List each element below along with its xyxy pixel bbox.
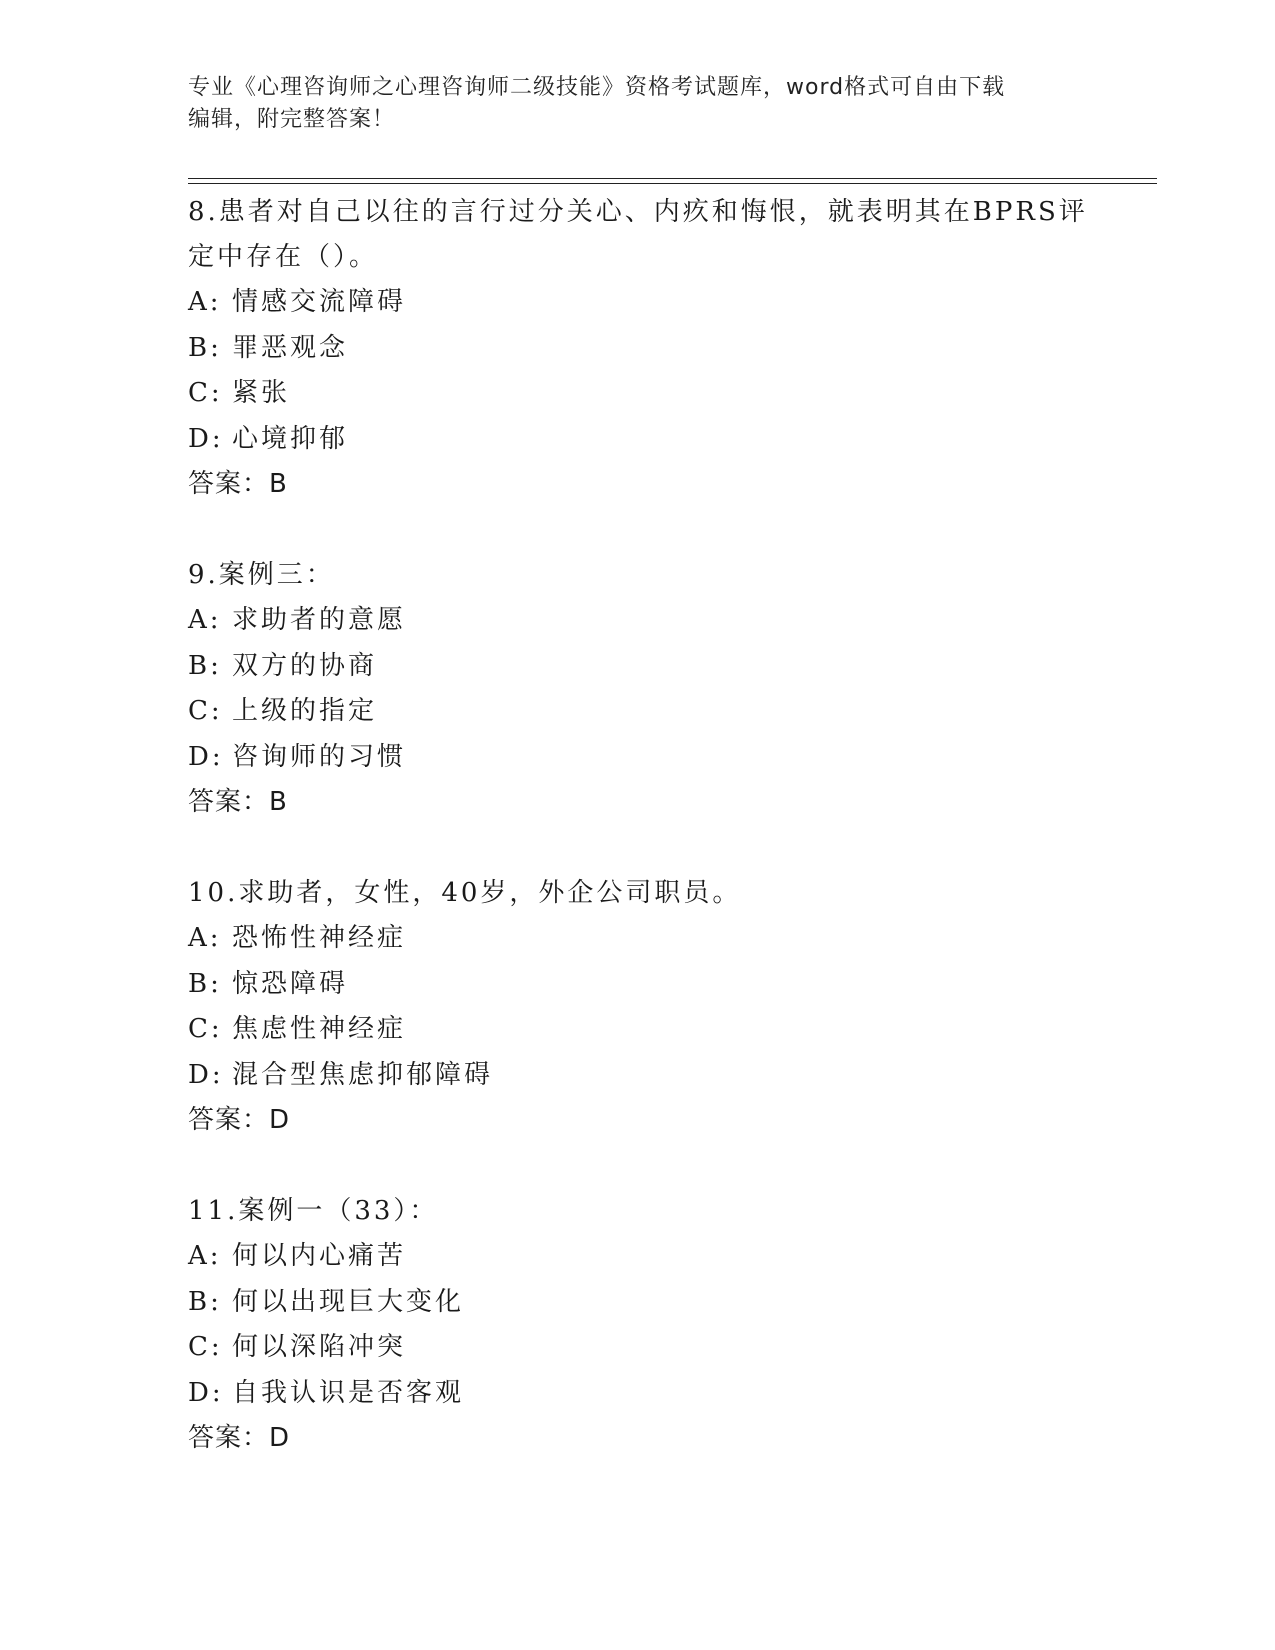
option-letter: A: — [188, 1241, 222, 1271]
question-stem: 10.求助者，女性，40岁，外企公司职员。 — [188, 878, 742, 908]
answer-line: 答案：D — [188, 1423, 291, 1453]
option-c — [188, 1007, 1088, 1053]
option-text: 混合型焦虑抑郁障碍 — [232, 1059, 494, 1090]
option-letter: B: — [188, 332, 222, 363]
option-letter: A: — [188, 287, 222, 317]
option-c — [188, 689, 1088, 735]
header-divider-top — [188, 178, 1157, 179]
document-header — [188, 72, 1068, 136]
option-text: 情感交流障碍 — [232, 287, 407, 317]
option-text: 焦虑性神经症 — [232, 1014, 407, 1044]
option-a — [188, 598, 1088, 644]
option-text: 求助者的意愿 — [232, 605, 407, 635]
option-text: 何以出现巨大变化 — [232, 1286, 465, 1317]
option-letter: B: — [188, 968, 222, 999]
option-c — [188, 371, 1088, 417]
option-text: 紧张 — [232, 378, 291, 408]
option-c — [188, 1325, 1088, 1371]
option-text: 恐怖性神经症 — [232, 923, 407, 953]
option-letter: A: — [188, 605, 222, 635]
option-text: 心境抑郁 — [232, 423, 349, 454]
option-letter: C: — [188, 378, 223, 408]
question-stem: 9.案例三： — [188, 560, 335, 590]
option-text: 何以内心痛苦 — [232, 1241, 407, 1271]
question-stem-continued: 定中存在（）。 — [188, 242, 379, 272]
option-text: 咨询师的习惯 — [232, 741, 407, 772]
answer-line: 答案：B — [188, 787, 288, 817]
option-letter: B: — [188, 1286, 222, 1317]
option-text: 自我认识是否客观 — [232, 1377, 465, 1408]
question-list — [188, 190, 1088, 1507]
answer-line: 答案：B — [188, 469, 288, 499]
option-letter: C: — [188, 1332, 223, 1362]
option-a — [188, 916, 1088, 962]
option-a — [188, 280, 1088, 326]
option-d — [188, 1371, 1088, 1417]
header-divider-bottom — [188, 183, 1157, 184]
option-d — [188, 1053, 1088, 1099]
option-letter: D: — [188, 423, 224, 454]
option-text: 罪恶观念 — [232, 332, 349, 363]
option-text: 何以深陷冲突 — [232, 1332, 407, 1362]
header-line-2: 编辑，附完整答案！ — [188, 107, 396, 132]
option-d — [188, 417, 1088, 463]
question-stem: 11.案例一（33）： — [188, 1196, 439, 1226]
answer-line: 答案：D — [188, 1105, 291, 1135]
question-9 — [188, 553, 1088, 825]
option-d — [188, 735, 1088, 781]
question-8 — [188, 190, 1088, 507]
option-letter: D: — [188, 1377, 224, 1408]
option-letter: C: — [188, 696, 223, 726]
question-11 — [188, 1189, 1088, 1461]
option-letter: A: — [188, 923, 222, 953]
option-b — [188, 1280, 1088, 1326]
option-text: 上级的指定 — [232, 696, 378, 726]
option-text: 惊恐障碍 — [232, 968, 349, 999]
option-b — [188, 962, 1088, 1008]
question-10 — [188, 871, 1088, 1143]
option-letter: D: — [188, 741, 224, 772]
question-stem: 8.患者对自己以往的言行过分关心、内疚和悔恨，就表明其在BPRS评 — [188, 197, 1088, 227]
option-letter: D: — [188, 1059, 224, 1090]
option-b — [188, 644, 1088, 690]
option-b — [188, 326, 1088, 372]
option-letter: C: — [188, 1014, 223, 1044]
option-a — [188, 1234, 1088, 1280]
option-letter: B: — [188, 650, 222, 681]
option-text: 双方的协商 — [232, 650, 378, 681]
header-line-1: 专业《心理咨询师之心理咨询师二级技能》资格考试题库，word格式可自由下载 — [188, 75, 1006, 100]
